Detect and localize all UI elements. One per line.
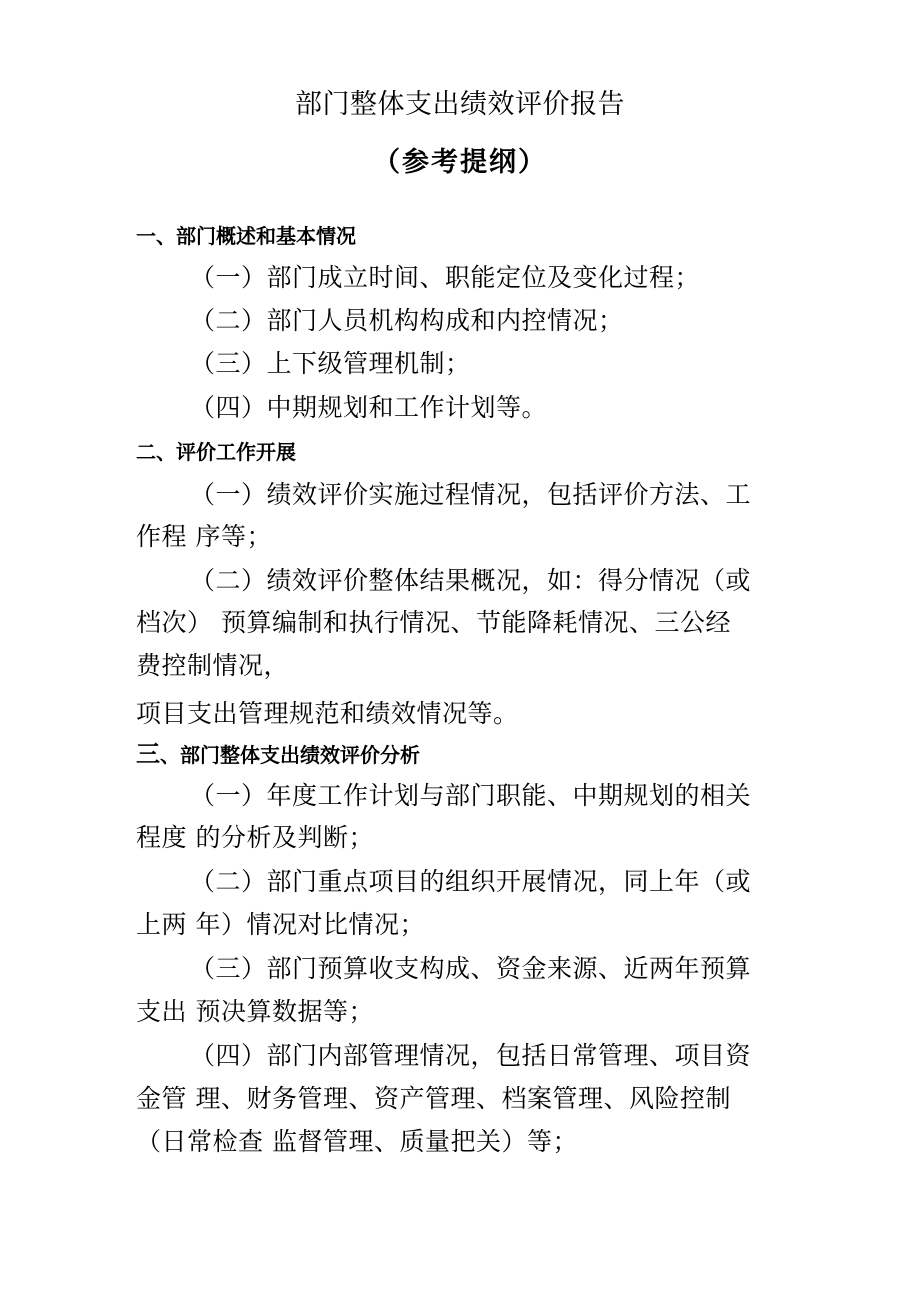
section-3-heading-text: 、部门整体支出绩效评价分析 (160, 743, 420, 767)
section-1-item-1: （一）部门成立时间、职能定位及变化过程； (190, 263, 701, 292)
section-2-line-4: 档次） 预算编制和执行情况、节能降耗情况、三公经 (136, 608, 731, 637)
section-1-item-4: （四）中期规划和工作计划等。 (190, 393, 548, 422)
report-title: 部门整体支出绩效评价报告 (295, 89, 625, 120)
section-1-item-3: （三）上下级管理机制； (190, 349, 471, 378)
section-3-line-5: （三）部门预算收支构成、资金来源、近两年预算 (190, 954, 752, 983)
section-2-line-3: （二）绩效评价整体结果概况，如：得分情况（或 (190, 566, 752, 595)
section-3-line-1: （一）年度工作计划与部门职能、中期规划的相关 (190, 781, 752, 810)
section-2-line-5: 费控制情况， (136, 651, 290, 680)
section-1-heading: 一、部门概述和基本情况 (136, 224, 356, 248)
report-subtitle: （参考提纲） (373, 147, 547, 178)
section-3-line-2: 程度 的分析及判断； (136, 823, 374, 852)
section-2-line-1: （一）绩效评价实施过程情况，包括评价方法、工 (190, 480, 752, 509)
section-3-line-3: （二）部门重点项目的组织开展情况，同上年（或 (190, 867, 752, 896)
section-3-heading-number: 三 (136, 740, 160, 768)
section-2-line-6: 项目支出管理规范和绩效情况等。 (136, 699, 519, 728)
section-3-line-9: （日常检查 监督管理、质量把关）等； (136, 1127, 578, 1156)
section-2-heading: 二、评价工作开展 (136, 440, 296, 464)
section-3-line-7: （四）部门内部管理情况，包括日常管理、项目资 (190, 1041, 752, 1070)
section-3-line-6: 支出 预决算数据等； (136, 997, 374, 1026)
section-2-line-2: 作程 序等； (136, 522, 272, 551)
section-3-line-4: 上两 年）情况对比情况； (136, 910, 425, 939)
section-3-line-8: 金管 理、财务管理、资产管理、档案管理、风险控制 (136, 1084, 731, 1113)
section-3-heading (136, 740, 420, 769)
section-1-item-2: （二）部门人员机构构成和内控情况； (190, 306, 624, 335)
